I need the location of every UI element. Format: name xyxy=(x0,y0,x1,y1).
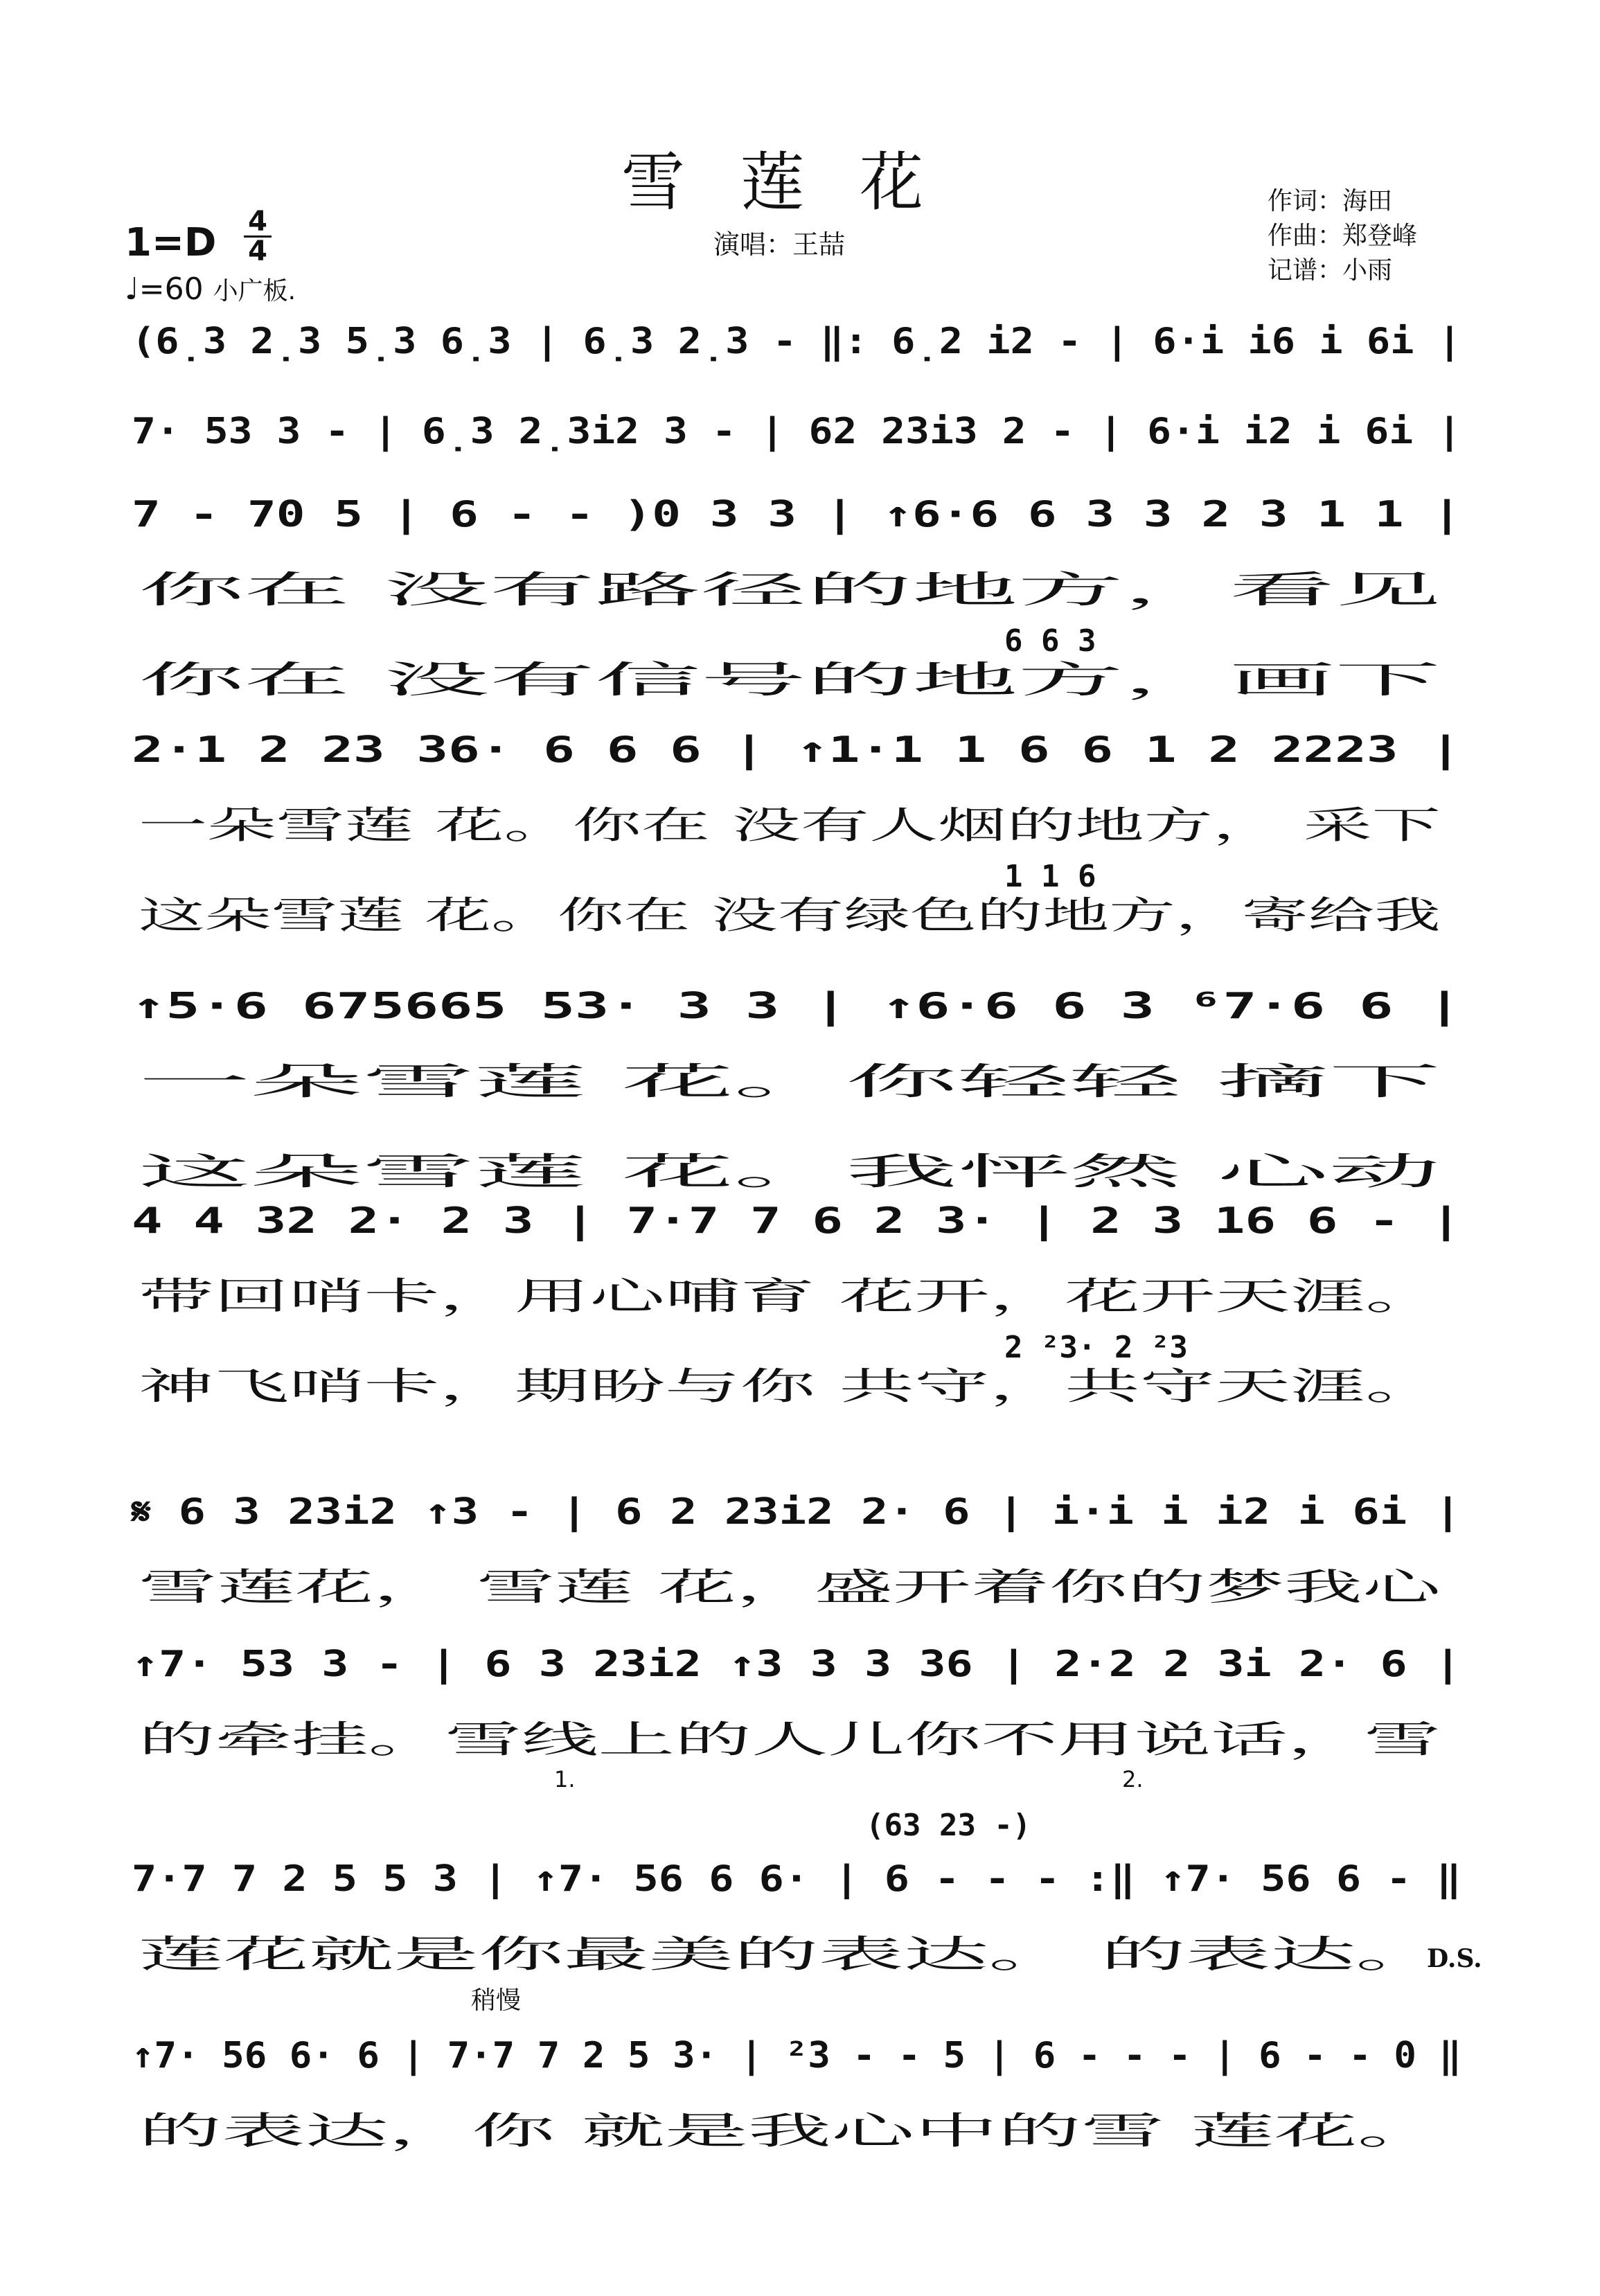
composer-credit: 作曲：郑登峰 xyxy=(1268,222,1418,250)
notation-row: ↑5·6 675665 53· 3 3 | ↑6·6 6 3 ⁶7·6 6 | xyxy=(132,986,1461,1027)
lyric-line: 你在 没有路径的地方，看见 xyxy=(139,568,1441,612)
lyric-line: 的表达，你 就是我心中的雪 莲花。 xyxy=(139,2109,1441,2153)
tempo-value: ♩=60 xyxy=(125,272,204,307)
song-title: 雪莲花 xyxy=(621,145,979,220)
notation-row: (6̣3 2̣3 5̣3 6̣3 | 6̣3 2̣3 - ‖: 6̣2 i2 - | 6·i i6 i 6i | xyxy=(132,321,1461,362)
lyric-line: 莲花就是你最美的表达。 的表达。 xyxy=(139,1932,1441,1976)
lyric-line: 雪莲花， 雪莲 花，盛开着你的梦我心 xyxy=(139,1565,1444,1609)
alternate-notes: 1 1 6 xyxy=(1004,859,1096,894)
notation-row: 7· 53 3 - | 6̣3 2̣3i2 3 - | 62 23i3 2 - | 6·i i2 i 6i | xyxy=(132,411,1461,452)
notation-row: ↑7· 53 3 - | 6 3 23i2 ↑3 3 3 36 | 2·2 2 3i 2· 6 | xyxy=(132,1644,1461,1685)
key-signature: 1=D xyxy=(125,220,217,265)
alternate-notes: 2 ²3· 2 ²3 xyxy=(1004,1330,1188,1365)
lyricist-credit: 作词：海田 xyxy=(1268,187,1393,215)
time-signature-top: 4 xyxy=(248,206,267,238)
dal-segno-mark: D.S. xyxy=(1427,1944,1482,1973)
lyric-line: 这朵雪莲 花。你在 没有绿色的地方，寄给我 xyxy=(139,893,1441,937)
volta-first-ending: 1. xyxy=(554,1766,576,1792)
tempo-marking: 小广板. xyxy=(213,277,296,305)
lyric-line: 带回哨卡，用心哺育 花开，花开天涯。 xyxy=(139,1274,1441,1318)
lyric-line: 这朵雪莲 花。我怦然 心动 xyxy=(139,1150,1441,1193)
lyric-line: 一朵雪莲 花。你在 没有人烟的地方， 采下 xyxy=(139,803,1441,847)
notation-row: 2·1 2 23 36· 6 6 6 | ↑1·1 1 6 6 1 2 2223 | xyxy=(132,729,1461,771)
notation-row: 4 4 32 2· 2 3 | 7·7 7 6 2 3· | 2 3 16 6 - | xyxy=(132,1200,1461,1242)
lyric-line: 一朵雪莲 花。你轻轻 摘下 xyxy=(139,1060,1441,1103)
tempo-change-mark: 稍慢 xyxy=(471,1986,522,2015)
alternate-notes: 6 6 3 xyxy=(1004,623,1096,659)
notation-row: 𝄋 6 3 23i2 ↑3 - | 6 2 23i2 2· 6 | i·i i i2 i 6i | xyxy=(130,1491,1461,1533)
lyric-line: 你在 没有信号的地方，画下 xyxy=(139,658,1441,702)
volta-second-ending: 2. xyxy=(1122,1766,1144,1792)
lyric-line: 的牵挂。雪线上的人儿你不用说话，雪 xyxy=(139,1718,1441,1761)
lyric-line: 神飞哨卡，期盼与你 共守，共守天涯。 xyxy=(139,1364,1441,1408)
bracketed-intro: (63 23 -) xyxy=(866,1808,1031,1843)
time-signature-bottom: 4 xyxy=(248,235,267,267)
notation-row: ↑7· 56 6· 6 | 7·7 7 2 5 3· | ²3 - - 5 | 6 - - - | 6 - - 0 ‖ xyxy=(132,2035,1461,2076)
notation-row: 7 - 70 5 | 6 - - )0 3 3 | ↑6·6 6 3 3 2 3 1 1 | xyxy=(132,494,1461,535)
notation-row: 7·7 7 2 5 5 3 | ↑7· 56 6 6· | 6 - - - :‖ ↑7· 56 6 - ‖ xyxy=(132,1858,1461,1900)
transcriber-credit: 记谱：小雨 xyxy=(1268,256,1393,285)
singer-credit: 演唱：王喆 xyxy=(713,229,846,260)
